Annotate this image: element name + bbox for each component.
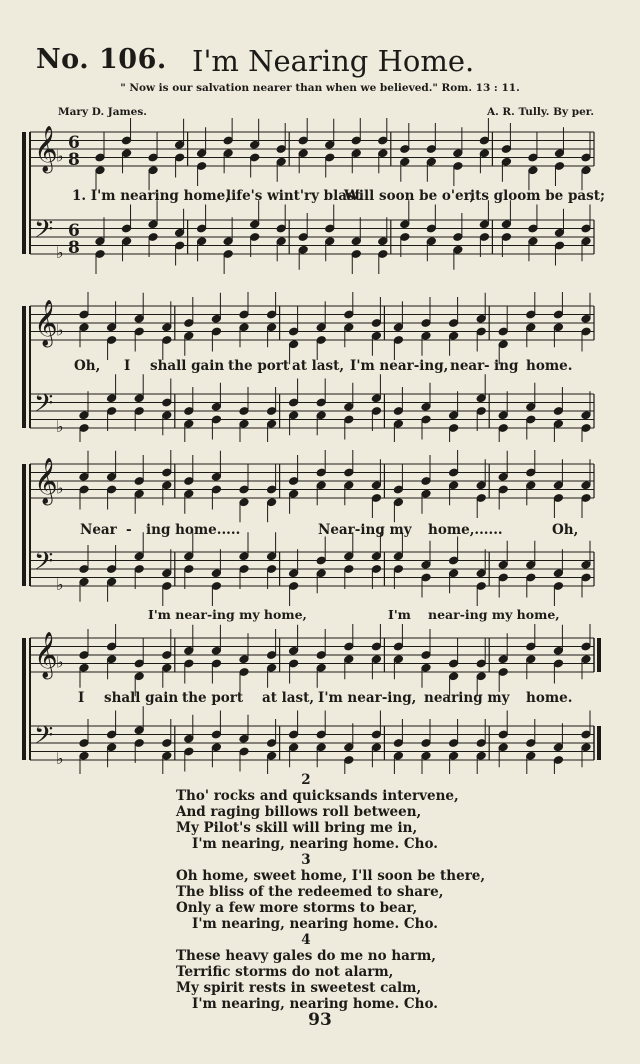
lyric-2-3: the port [228,358,290,374]
flat-icon: ♭ [56,417,64,436]
lyric-1-1: life's wint'ry blast [226,188,361,204]
flat-icon: ♭ [56,320,64,340]
lyric-4-5: nearing my [424,690,510,706]
time-signature-bottom: 8 [68,238,80,258]
lyric-3-2: ing home..... [146,522,241,538]
lyric-4-3: at last, [262,690,315,706]
verse-3 [176,852,536,932]
final-barline [597,726,601,760]
hymn-title: I'm Nearing Home. [192,44,475,78]
flat-icon: ♭ [56,478,64,498]
treble-clef-icon: 𝄞 [34,300,58,346]
music-system-4 [0,624,640,774]
verse-line: I'm nearing, nearing home. Cho. [192,836,438,852]
lyric-2-2: shall gain [150,358,225,374]
lyric-2-8: ing [494,358,519,374]
scripture-quote: " Now is our salvation nearer than when we believed." Rom. 13 : 11. [120,82,520,94]
system-bracket [22,464,26,586]
treble-clef-icon: 𝄞 [34,458,58,504]
bass-clef-icon: 𝄢 [34,389,54,424]
verse-line: I'm nearing, nearing home. Cho. [192,916,438,932]
bass-staff-lines [30,726,594,760]
verse-line: The bliss of the redeemed to share, [176,884,444,900]
flat-icon: ♭ [56,146,64,166]
treble-clef-icon: 𝄞 [34,632,58,678]
lyric-4-1: shall gain [104,690,179,706]
bass-clef-icon: 𝄢 [34,721,54,756]
system-bracket [22,306,26,428]
treble-clef-icon: 𝄞 [34,126,58,172]
staff-svg-3 [0,450,640,628]
flat-icon: ♭ [56,749,64,768]
hymn-number: No. 106. [36,44,167,75]
verse-number: 3 [301,852,311,868]
verse-line: And raging billows roll between, [176,804,422,820]
lyric-2-9: home. [526,358,573,374]
lyric-4-2: the port [182,690,244,706]
lyric-3-3: Near-ing my [318,522,412,538]
system-bracket [22,638,26,760]
music-system-1 [0,118,640,276]
flat-icon: ♭ [56,652,64,672]
lyric-4-0: I [78,690,85,706]
verse-line: Terrific storms do not alarm, [176,964,394,980]
verse-line: These heavy gales do me no harm, [176,948,436,964]
lyric-2-5: I'm near-ing, [350,358,449,374]
lyric-1-3: its gloom be past; [470,188,605,204]
verse-line: My Pilot's skill will bring me in, [176,820,418,836]
lyric-1-0: 1. I'm nearing home, [72,188,230,204]
lyric-3-4: home,...... [428,522,503,538]
bass-lyric-3-0: I'm near-ing my home, [148,607,307,622]
treble-staff-lines [30,464,594,498]
verse-number: 4 [301,932,311,948]
composer-credit: A. R. Tully. By per. [486,106,594,118]
verse-number: 2 [301,772,311,788]
system-bracket [22,132,26,254]
lyric-1-2: Will soon be o'er, [344,188,475,204]
lyric-2-0: Oh, [74,358,101,374]
page-number: 93 [308,1010,332,1030]
verse-line: Tho' rocks and quicksands intervene, [176,788,459,804]
lyric-3-5: Oh, [552,522,579,538]
title-row [36,44,616,84]
lyric-3-1: - [126,522,132,538]
time-signature-top: 6 [68,221,80,241]
verse-line: Only a few more storms to bear, [176,900,418,916]
lyric-3-0: Near [80,522,117,538]
bass-lyric-3-1: I'm [388,607,411,622]
lyric-2-1: I [124,358,131,374]
treble-staff-lines [30,306,594,340]
lyric-4-6: home. [526,690,573,706]
verse-2 [176,772,536,852]
bass-clef-icon: 𝄢 [34,547,54,582]
bass-lyric-3-2: near-ing my home, [428,607,560,622]
lyricist-credit: Mary D. James. [58,106,147,118]
verse-line: Oh home, sweet home, I'll soon be there, [176,868,486,884]
lyric-4-4: I'm near-ing, [318,690,417,706]
lyric-2-4: at last, [292,358,345,374]
lyric-2-7: - [484,358,490,374]
flat-icon: ♭ [56,243,64,262]
verses-block [176,772,536,1012]
flat-icon: ♭ [56,575,64,594]
time-signature-top: 6 [68,133,80,153]
music-system-3 [0,450,640,628]
bass-clef-icon: 𝄢 [34,215,54,250]
lyric-2-6: near [450,358,485,374]
time-signature-bottom: 8 [68,150,80,170]
verse-line: I'm nearing, nearing home. Cho. [192,996,438,1012]
music-system-2 [0,292,640,442]
treble-staff-lines [30,638,594,672]
verse-4 [176,932,536,1012]
final-barline [597,638,601,672]
verse-line: My spirit rests in sweetest calm, [176,980,422,996]
